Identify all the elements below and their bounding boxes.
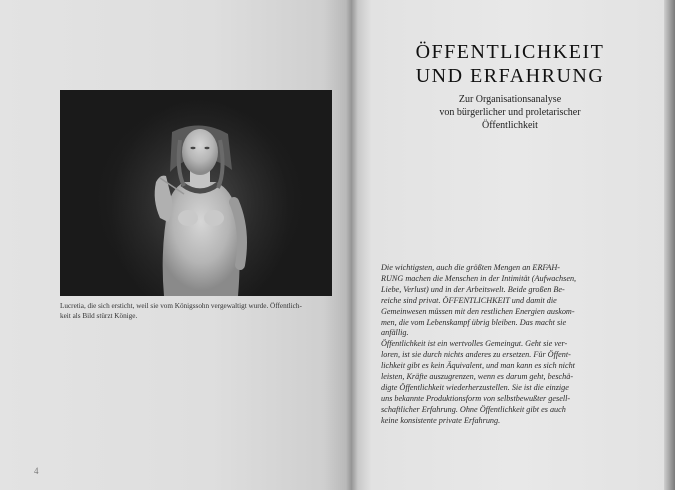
body-line: Die wichtigsten, auch die größten Mengen an ERFAH- <box>381 263 561 272</box>
lucretia-painting <box>60 90 332 296</box>
chapter-title-line: UND ERFAHRUNG <box>415 65 605 87</box>
book-gutter <box>346 0 358 490</box>
body-line: reiche sind privat. ÖFFENTLICHKEIT und damit die <box>381 295 557 305</box>
body-line: loren, ist sie durch nichts anderes zu ersetzen. Für Öffent- <box>381 350 571 360</box>
subtitle-line: von bürgerlicher und proletarischer <box>439 107 581 119</box>
body-line: anfällig. <box>381 328 409 338</box>
chapter-title <box>360 40 660 88</box>
subtitle-line: Öffentlichkeit <box>482 120 538 132</box>
page-number: 4 <box>34 466 39 476</box>
subtitle-line: Zur Organisationsanalyse <box>458 94 562 105</box>
body-line: men, die vom Lebenskampf übrig bleiben. Das macht sie <box>381 317 567 327</box>
painting-caption <box>60 302 335 321</box>
caption-line: keit als Bild stürzt Könige. <box>60 311 138 320</box>
body-line: leisten, Kräfte auszugrenzen, wenn es darum geht, beschä- <box>381 372 574 382</box>
body-line: Liebe, Verlust) und in der Arbeitswelt. Beide großen Be- <box>381 284 565 294</box>
body-line: digte Öffentlichkeit wiederherzustellen. Sie ist die einzige <box>381 382 569 392</box>
body-line: uns bekannte Produktionsform von selbstbewußter gesell- <box>381 393 571 403</box>
body-line: Öffentlichkeit ist ein wertvolles Gemeingut. Geht sie ver- <box>381 339 568 349</box>
body-line: RUNG machen die Menschen in der Intimität (Aufwachsen, <box>381 273 577 283</box>
body-line: Gemeinwesen müssen mit den restlichen Energien auskom- <box>381 306 575 316</box>
page-edge-shadow <box>664 0 675 490</box>
body-line: keine konsistente private Erfahrung. <box>381 415 501 425</box>
body-line: schaftlicher Erfahrung. Ohne Öffentlichkeit gibt es auch <box>381 404 566 414</box>
caption-line: Lucretia, die sich ersticht, weil sie vom Königssohn vergewaltigt wurde. Öffentlich- <box>60 302 302 310</box>
body-line: lichkeit gibt es kein Äquivalent, und man kann es sich nicht <box>381 361 575 371</box>
chapter-subtitle <box>360 93 660 133</box>
chapter-title-line: ÖFFENTLICHKEIT <box>415 41 605 63</box>
body-paragraphs <box>381 263 643 427</box>
painting-figure <box>60 90 332 296</box>
